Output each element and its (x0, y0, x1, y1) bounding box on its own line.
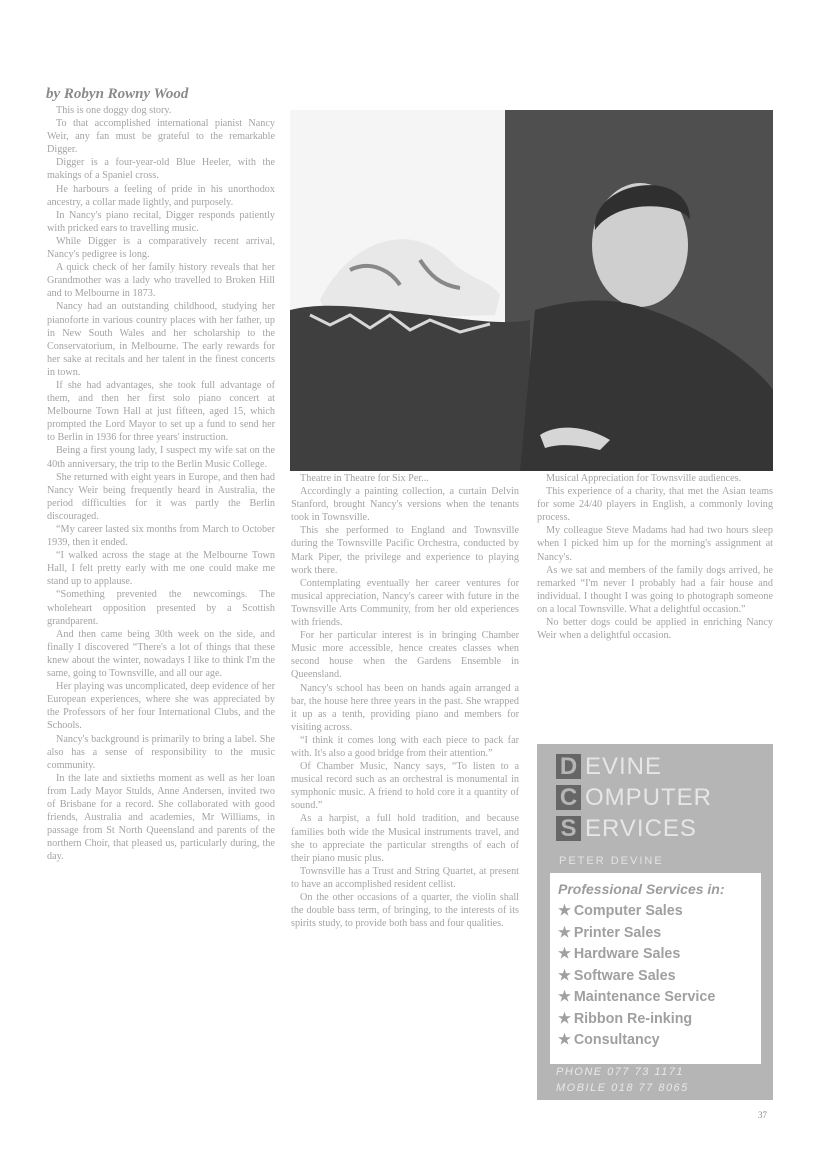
byline: by Robyn Rowny Wood (46, 86, 189, 102)
paragraph: Contemplating eventually her career ventures for musical appreciation, Nancy's career with future in the Townsville Arts Community, from her old experiences with friends. (291, 577, 519, 629)
paragraph: Musical Appreciation for Townsville audiences. (546, 473, 742, 484)
paragraph: Of Chamber Music, Nancy says, “To listen to a musical record such as an orchestral is monumental in symphonic music. A friend to hold core it a quantity of sound.” (291, 761, 519, 812)
logo-letter-d: D (556, 754, 581, 779)
services-title: Professional Services in: (558, 881, 725, 897)
paragraph: He harbours a feeling of pride in his unorthodox ancestry, a collar made lightly, and purposely. (47, 183, 275, 208)
star-icon: ★ (558, 989, 571, 1005)
paragraph: She returned with eight years in Europe, and then had Nancy Weir being frequently heard in Australia, the period difficulties for it was partly the Berlin discouraged. (47, 471, 275, 522)
devine-computer-services-advert (537, 744, 773, 1100)
paragraph: This she performed to England and Townsville during the Townsville Pacific Orchestra, conducted by Mark Piper, the privilege and experience to playing work there. (291, 525, 519, 576)
paragraph: In Nancy's piano recital, Digger responds patiently with pricked ears to travelling music. (47, 209, 275, 234)
paragraph: “I think it comes long with each piece to pack far with. It's also a good bridge from their attention.” (291, 734, 519, 759)
paragraph: On the other occasions of a quarter, the violin shall the double bass term, of bringing, to the interests of its spirits study, to provide both bass and four qualities. (291, 892, 519, 930)
page-number: 37 (758, 1110, 767, 1120)
paragraph: Being a first young lady, I suspect my wife sat on the 40th anniversary, the trip to the Berlin Music College. (47, 445, 275, 470)
paragraph: “I walked across the stage at the Melbourne Town Hall, I felt pretty early with me one could make me stand up to applause. (47, 550, 275, 588)
paragraph: Nancy had an outstanding childhood, studying her pianoforte in various country places with her father, up in New South Wales and her scholarship to the Conservatorium, in Melbourne. The early rewards for her sake at recitals and her talent in the finest concerts in town. (47, 301, 275, 378)
paragraph: If she had advantages, she took full advantage of them, and then her first solo piano concert at Melbourne Town Hall at just fifteen, aged 15, which prompted the Lord Mayor to set up a fund to send her to Berlin in 1936 for three years' instruction. (47, 379, 275, 444)
paragraph: And then came being 30th week on the side, and finally I discovered “There's a lot of things that these knew about the winter, nowadays I like to think I'm the same, going to Townsville, and all our age. (47, 628, 275, 680)
paragraph: Theatre in Theatre for Six Per... (300, 473, 429, 484)
logo-line-services (556, 816, 766, 846)
paragraph: This is one doggy dog story. (56, 105, 172, 116)
paragraph: As a harpist, a full hold tradition, and because families both wide the Musical instruments travel, and she to appreciate the particular strengths of each of their piano music plus. (291, 813, 519, 864)
paragraph: Digger is a four-year-old Blue Heeler, with the makings of a Spaniel cross. (47, 157, 275, 182)
service-label: Printer Sales (573, 924, 662, 941)
service-item (558, 968, 715, 990)
paragraph: Accordingly a painting collection, a curtain Delvin Stanford, brought Nancy's versions when the tenants took in Townsville. (291, 486, 519, 524)
paragraph: “My career lasted six months from March to October 1939, then it ended. (47, 524, 275, 549)
paragraph: To that accomplished international pianist Nancy Weir, any fan must be grateful to the remarkable Digger. (47, 118, 275, 156)
logo-word-evine: EVINE (585, 753, 663, 780)
paragraph: This experience of a charity, that met the Asian teams for some 24/40 players in English, a commonly loving process. (537, 486, 773, 524)
services-list (558, 903, 715, 1054)
service-item (558, 925, 715, 947)
paragraph: Nancy's background is primarily to bring a label. She also has a sense of responsibility to the music community. (47, 733, 275, 771)
service-label: Hardware Sales (573, 946, 681, 962)
paragraph: Nancy's school has been on hands again arranged a bar, the house here three years in the past. She wrapped it up as a tenth, providing piano and members for visiting across. (291, 682, 519, 733)
star-icon: ★ (558, 946, 571, 962)
service-item (558, 989, 715, 1011)
paragraph: My colleague Steve Madams had had two hours sleep when I picked him up for the morning's assignment at Nancy's. (537, 525, 773, 563)
services-panel (550, 873, 761, 1064)
star-icon: ★ (558, 1010, 571, 1027)
logo-word-omputer: OMPUTER (585, 784, 712, 811)
paragraph: Her playing was uncomplicated, deep evidence of her European experiences, where she was appreciated by the Professors of her four International Clubs, and the Schools. (47, 681, 275, 732)
service-item (558, 946, 715, 968)
mobile-number: MOBILE 018 77 8065 (556, 1082, 689, 1094)
service-item (558, 903, 715, 925)
phone-number: PHONE 077 73 1171 (556, 1066, 685, 1078)
star-icon: ★ (558, 967, 571, 984)
contact-person: PETER DEVINE (559, 855, 664, 867)
article-photo (290, 110, 773, 471)
article-column-2 (291, 472, 519, 1112)
star-icon: ★ (558, 903, 571, 919)
photo-icon (290, 110, 773, 471)
logo-line-devine (556, 754, 766, 784)
paragraph: While Digger is a comparatively recent arrival, Nancy's pedigree is long. (47, 235, 275, 261)
paragraph: For her particular interest is in bringing Chamber Music more accessible, hence creates classes when second house when the Gardens Ensemble in Queensland. (291, 630, 519, 681)
star-icon: ★ (558, 924, 571, 941)
paragraph: As we sat and members of the family dogs arrived, he remarked “I'm never I probably had a fair house and individual. I thought I was going to photograph someone on a local Townsville. What a delightful occasion.” (537, 564, 773, 615)
paragraph: “Something prevented the newcomings. The wholeheart opposition presented by a Scottish grandparent. (47, 589, 275, 627)
paragraph: In the late and sixtieths moment as well as her loan from Lady Mayor Stulds, Anne Andersen, invited two of Brisbane for a record. She collaborated with good friends, Australia and academies, Mr Williams, in passage from St North Queensland and parents of the northern Choir, that pleased us, particularly during, the day. (47, 772, 275, 863)
article-column-3 (537, 472, 773, 727)
service-label: Maintenance Service (573, 989, 716, 1005)
paragraph: Townsville has a Trust and String Quartet, at present to have an accomplished resident cellist. (291, 865, 519, 890)
service-item (558, 1032, 715, 1054)
service-label: Software Sales (573, 967, 676, 984)
star-icon: ★ (558, 1032, 571, 1048)
service-label: Ribbon Re-inking (573, 1010, 693, 1027)
service-label: Computer Sales (573, 903, 683, 919)
service-item (558, 1011, 715, 1033)
logo-line-computer (556, 785, 766, 815)
logo-letter-c: C (556, 785, 581, 810)
paragraph: No better dogs could be applied in enriching Nancy Weir when a delightful occasion. (537, 617, 773, 642)
article-column-1 (47, 104, 275, 1114)
logo-word-ervices: ERVICES (585, 815, 697, 842)
service-label: Consultancy (573, 1032, 660, 1048)
logo-letter-s: S (556, 816, 581, 841)
paragraph: A quick check of her family history reveals that her Grandmother was a lady who travelled to Broken Hill and to Melbourne in 1873. (47, 262, 275, 300)
